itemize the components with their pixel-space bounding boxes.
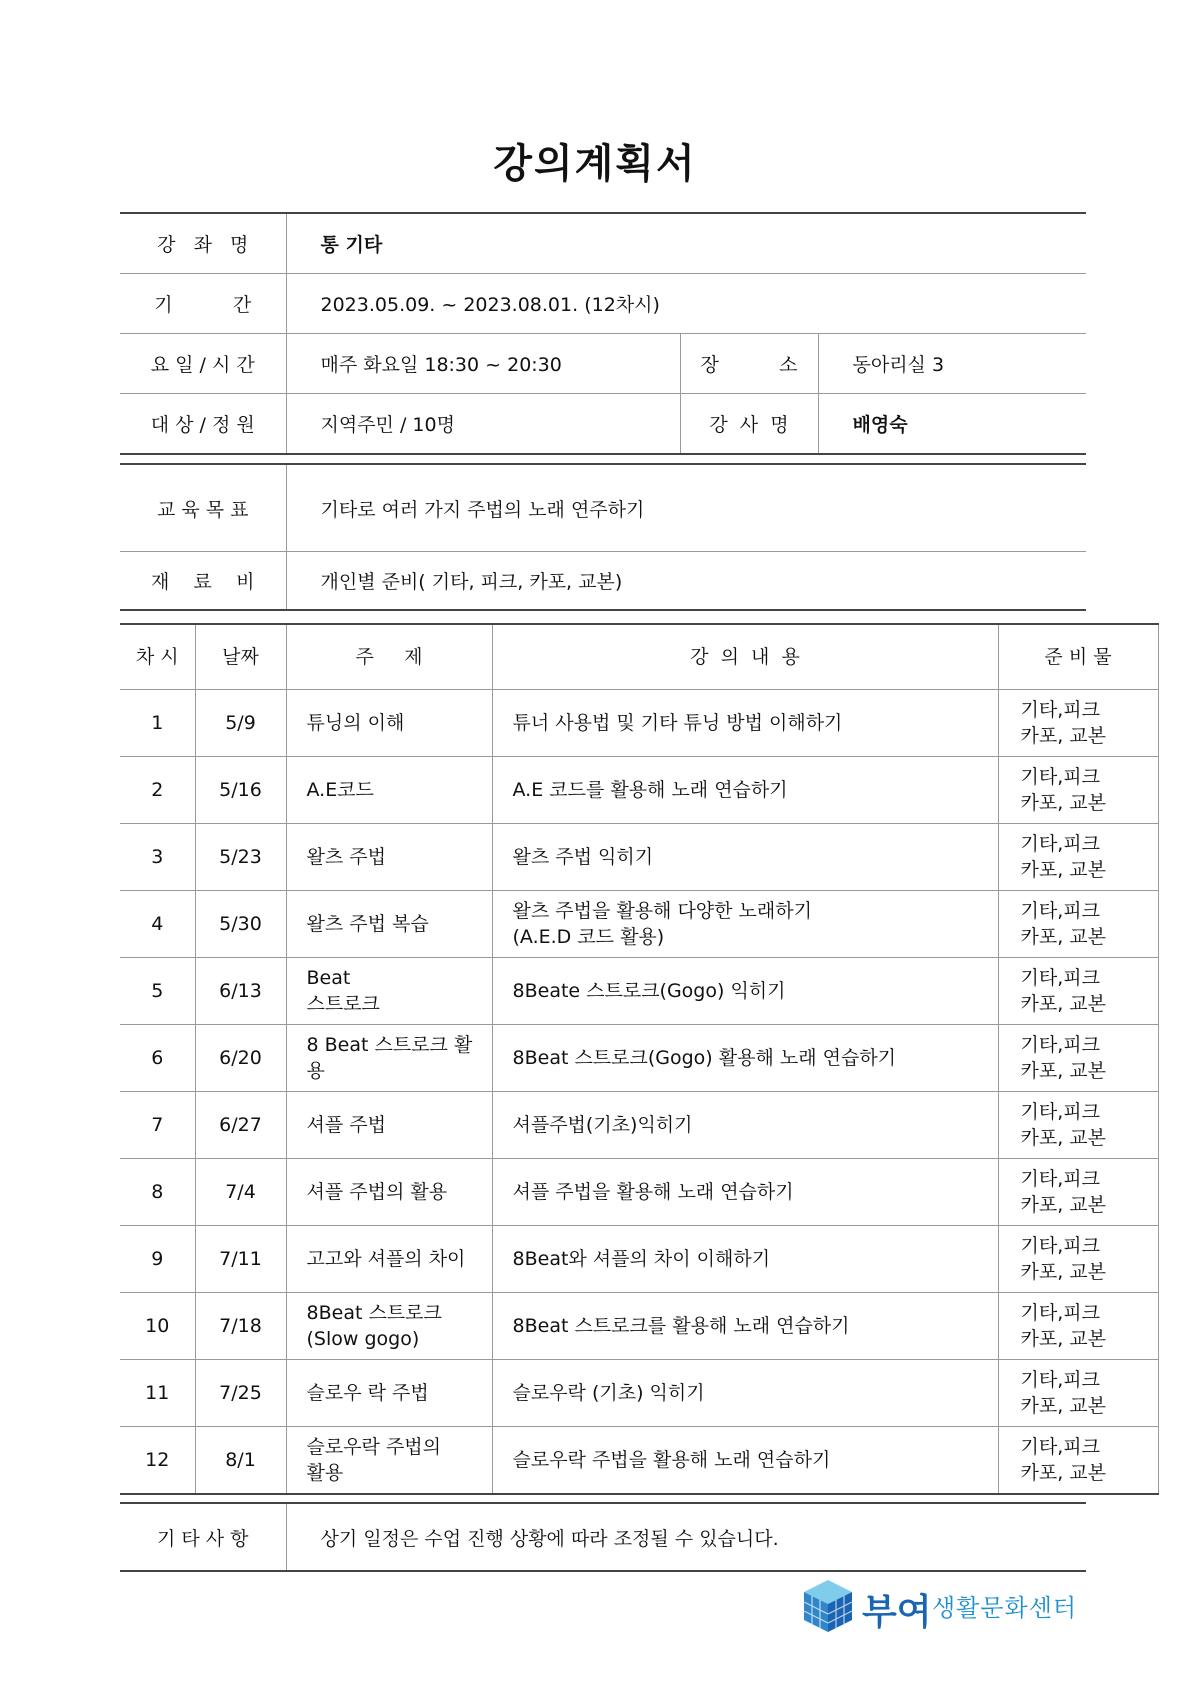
- schedule-row: [120, 1025, 1158, 1092]
- session-topic: 고고와 셔플의 차이: [286, 1226, 492, 1293]
- schedule-row: [120, 690, 1158, 757]
- notes-label: 기 타 사 항: [120, 1503, 286, 1571]
- notes-row: [120, 1503, 1086, 1571]
- header-supplies: 준 비 물: [998, 624, 1158, 690]
- session-number: 4: [120, 891, 195, 958]
- supplies-line-1: 기타,피크: [1020, 1369, 1100, 1391]
- place-value: 동아리실 3: [818, 334, 1086, 394]
- header-session: 차 시: [120, 624, 195, 690]
- material-value: 개인별 준비( 기타, 피크, 카포, 교본): [320, 571, 623, 593]
- session-topic: A.E코드: [286, 757, 492, 824]
- material-label: 재 료 비: [120, 552, 286, 611]
- target-capacity-label: 대 상 / 정 원: [120, 394, 286, 455]
- supplies-line-1: 기타,피크: [1020, 1034, 1100, 1056]
- course-name-label: 강 좌 명: [120, 213, 286, 274]
- session-supplies: [998, 1427, 1158, 1495]
- session-content: 셔플 주법을 활용해 노래 연습하기: [492, 1159, 998, 1226]
- notes-table: [120, 1502, 1086, 1572]
- target-row: [120, 394, 1086, 455]
- session-number: 1: [120, 690, 195, 757]
- teacher-value: 배영숙: [852, 414, 908, 436]
- schedule-body: [120, 690, 1158, 1495]
- schedule-row: [120, 1360, 1158, 1427]
- session-supplies: [998, 1159, 1158, 1226]
- session-number: 7: [120, 1092, 195, 1159]
- goals-table: [120, 463, 1086, 611]
- session-topic: Beat 스트로크: [286, 958, 492, 1025]
- session-supplies: [998, 690, 1158, 757]
- supplies-line-1: 기타,피크: [1020, 1168, 1100, 1190]
- schedule-row: [120, 1293, 1158, 1360]
- supplies-line-2: 카포, 교본: [1020, 792, 1106, 814]
- schedule-table: [120, 623, 1159, 1495]
- session-content: 8Beat와 셔플의 차이 이해하기: [492, 1226, 998, 1293]
- session-content: 셔플주법(기초)익히기: [492, 1092, 998, 1159]
- session-number: 6: [120, 1025, 195, 1092]
- session-supplies: [998, 757, 1158, 824]
- session-supplies: [998, 891, 1158, 958]
- supplies-line-2: 카포, 교본: [1020, 1127, 1106, 1149]
- session-date: 5/9: [195, 690, 286, 757]
- supplies-line-2: 카포, 교본: [1020, 1462, 1106, 1484]
- schedule-row: [120, 757, 1158, 824]
- session-number: 5: [120, 958, 195, 1025]
- header-content: 강 의 내 용: [492, 624, 998, 690]
- session-content: A.E 코드를 활용해 노래 연습하기: [492, 757, 998, 824]
- schedule-row: [120, 1226, 1158, 1293]
- schedule-row: [120, 958, 1158, 1025]
- session-topic: 8 Beat 스트로크 활용: [286, 1025, 492, 1092]
- session-date: 7/4: [195, 1159, 286, 1226]
- session-number: 3: [120, 824, 195, 891]
- supplies-line-2: 카포, 교본: [1020, 1194, 1106, 1216]
- session-supplies: [998, 958, 1158, 1025]
- supplies-line-2: 카포, 교본: [1020, 926, 1106, 948]
- session-number: 10: [120, 1293, 195, 1360]
- schedule-row: [120, 824, 1158, 891]
- session-topic: 셔플 주법의 활용: [286, 1159, 492, 1226]
- material-row: [120, 552, 1086, 611]
- session-supplies: [998, 1293, 1158, 1360]
- supplies-line-2: 카포, 교본: [1020, 1395, 1106, 1417]
- session-content: 슬로우락 주법을 활용해 노래 연습하기: [492, 1427, 998, 1495]
- supplies-line-1: 기타,피크: [1020, 766, 1100, 788]
- session-number: 2: [120, 757, 195, 824]
- supplies-line-1: 기타,피크: [1020, 900, 1100, 922]
- session-date: 6/13: [195, 958, 286, 1025]
- session-topic: 왈츠 주법: [286, 824, 492, 891]
- session-topic: 왈츠 주법 복습: [286, 891, 492, 958]
- supplies-line-2: 카포, 교본: [1020, 993, 1106, 1015]
- supplies-line-1: 기타,피크: [1020, 699, 1100, 721]
- session-date: 6/27: [195, 1092, 286, 1159]
- session-content: 튜너 사용법 및 기타 튜닝 방법 이해하기: [492, 690, 998, 757]
- supplies-line-1: 기타,피크: [1020, 1302, 1100, 1324]
- course-row: [120, 213, 1086, 274]
- logo-sub-text: 생활문화센터: [932, 1594, 1078, 1622]
- header-topic: 주 제: [286, 624, 492, 690]
- supplies-line-1: 기타,피크: [1020, 1235, 1100, 1257]
- session-content: 왈츠 주법을 활용해 다양한 노래하기 (A.E.D 코드 활용): [492, 891, 998, 958]
- session-date: 8/1: [195, 1427, 286, 1495]
- session-date: 5/23: [195, 824, 286, 891]
- session-content: 8Beat 스트로크를 활용해 노래 연습하기: [492, 1293, 998, 1360]
- course-info-table: [120, 212, 1086, 455]
- logo-brand-text: 부여: [862, 1592, 932, 1633]
- supplies-line-2: 카포, 교본: [1020, 1328, 1106, 1350]
- notes-value: 상기 일정은 수업 진행 상황에 따라 조정될 수 있습니다.: [320, 1527, 779, 1550]
- session-date: 7/18: [195, 1293, 286, 1360]
- session-number: 11: [120, 1360, 195, 1427]
- period-value: 2023.05.09. ~ 2023.08.01. (12차시): [286, 274, 1086, 334]
- goal-row: [120, 464, 1086, 552]
- supplies-line-1: 기타,피크: [1020, 967, 1100, 989]
- supplies-line-2: 카포, 교본: [1020, 859, 1106, 881]
- session-topic: 슬로우 락 주법: [286, 1360, 492, 1427]
- session-supplies: [998, 1025, 1158, 1092]
- session-supplies: [998, 824, 1158, 891]
- supplies-line-1: 기타,피크: [1020, 1436, 1100, 1458]
- period-label: 기 간: [120, 274, 286, 334]
- schedule-row: [120, 1427, 1158, 1495]
- cube-icon: [800, 1578, 856, 1634]
- target-capacity-value: 지역주민 / 10명: [320, 414, 455, 436]
- session-supplies: [998, 1226, 1158, 1293]
- supplies-line-2: 카포, 교본: [1020, 1261, 1106, 1283]
- teacher-label: 강 사 명: [680, 394, 818, 455]
- page-title: 강의계획서: [493, 141, 697, 187]
- goal-label: 교 육 목 표: [120, 464, 286, 552]
- header-date: 날짜: [195, 624, 286, 690]
- supplies-line-2: 카포, 교본: [1020, 1060, 1106, 1082]
- period-row: [120, 274, 1086, 334]
- day-time-label: 요 일 / 시 간: [120, 334, 286, 394]
- session-content: 왈츠 주법 익히기: [492, 824, 998, 891]
- supplies-line-2: 카포, 교본: [1020, 725, 1106, 747]
- course-name-value: 통 기타: [286, 213, 1086, 274]
- session-date: 6/20: [195, 1025, 286, 1092]
- session-date: 5/16: [195, 757, 286, 824]
- session-date: 7/11: [195, 1226, 286, 1293]
- session-content: 슬로우락 (기초) 익히기: [492, 1360, 998, 1427]
- schedule-row: [120, 1092, 1158, 1159]
- session-topic: 셔플 주법: [286, 1092, 492, 1159]
- session-date: 7/25: [195, 1360, 286, 1427]
- schedule-header-row: [120, 624, 1158, 690]
- day-time-value: 매주 화요일 18:30 ~ 20:30: [286, 334, 680, 394]
- session-content: 8Beate 스트로크(Gogo) 익히기: [492, 958, 998, 1025]
- session-supplies: [998, 1092, 1158, 1159]
- place-label: 장 소: [680, 334, 818, 394]
- session-topic: 튜닝의 이해: [286, 690, 492, 757]
- session-number: 9: [120, 1226, 195, 1293]
- supplies-line-1: 기타,피크: [1020, 1101, 1100, 1123]
- session-topic: 8Beat 스트로크 (Slow gogo): [286, 1293, 492, 1360]
- session-topic: 슬로우락 주법의 활용: [286, 1427, 492, 1495]
- goal-value: 기타로 여러 가지 주법의 노래 연주하기: [286, 464, 1086, 552]
- day-row: [120, 334, 1086, 394]
- schedule-row: [120, 1159, 1158, 1226]
- buyeo-culture-center-logo: [800, 1578, 1090, 1634]
- supplies-line-1: 기타,피크: [1020, 833, 1100, 855]
- session-number: 8: [120, 1159, 195, 1226]
- session-content: 8Beat 스트로크(Gogo) 활용해 노래 연습하기: [492, 1025, 998, 1092]
- session-supplies: [998, 1360, 1158, 1427]
- session-number: 12: [120, 1427, 195, 1495]
- schedule-row: [120, 891, 1158, 958]
- session-date: 5/30: [195, 891, 286, 958]
